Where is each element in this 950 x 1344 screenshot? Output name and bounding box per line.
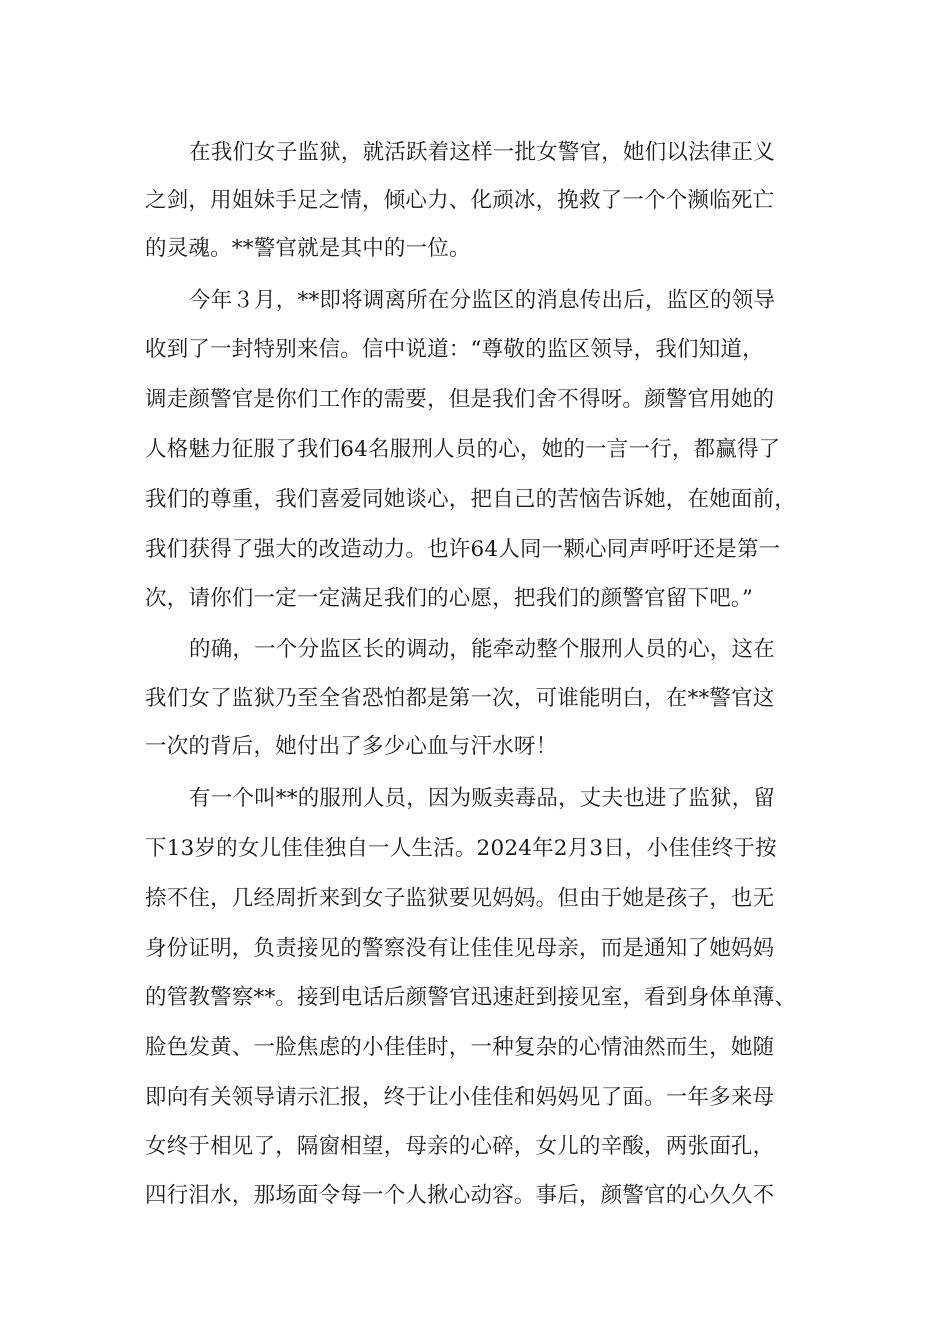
text-line: 收到了一封特别来信。信中说道：“尊敬的监区领导，我们知道， xyxy=(145,337,764,362)
text-line: 在我们女子监狱，就活跃着这样一批女警官，她们以法律正义 xyxy=(189,140,775,165)
text-line: 女终于相见了，隔窗相望，母亲的心碎，女儿的辛酸，两张面孔， xyxy=(145,1134,775,1159)
text-line: 之剑，用姐妹手足之情，倾心力、化顽冰，挽救了一个个濒临死亡 xyxy=(145,188,775,213)
text-line: 次，请你们一定一定满足我们的心愿，把我们的颜警官留下吧。” xyxy=(145,586,754,611)
text-line: 下13岁的女儿佳佳独自一人生活。2024年2月3日，小佳佳终于按 xyxy=(145,836,777,861)
text-line: 身份证明，负责接见的警察没有让佳佳见母亲，而是通知了她妈妈 xyxy=(145,936,775,961)
text-line: 我们获得了强大的改造动力。也许64人同一颗心同声呼吁还是第一 xyxy=(145,537,781,562)
text-line: 的灵魂。**警官就是其中的一位。 xyxy=(145,236,471,261)
text-line: 调走颜警官是你们工作的需要，但是我们舍不得呀。颜警官用她的 xyxy=(145,387,775,412)
text-line: 有一个叫**的服刑人员，因为贩卖毒品，丈夫也进了监狱，留 xyxy=(189,786,776,811)
text-line: 我们女了监狱乃至全省恐怕都是第一次，可谁能明白，在**警官这 xyxy=(145,686,775,711)
text-line: 人格魅力征服了我们64名服刑人员的心，她的一言一行，都赢得了 xyxy=(145,437,781,462)
text-line: 捺不住，几经周折来到女子监狱要见妈妈。但由于她是孩子，也无 xyxy=(145,886,775,911)
text-line: 即向有关领导请示汇报，终于让小佳佳和妈妈见了面。一年多来母 xyxy=(145,1085,775,1110)
text-line: 我们的尊重，我们喜爱同她谈心，把自己的苦恼告诉她，在她面前， xyxy=(145,487,797,512)
text-line: 四行泪水，那场面令每一个人揪心动容。事后，颜警官的心久久不 xyxy=(145,1183,775,1208)
text-line: 今年３月，**即将调离所在分监区的消息传出后，监区的领导 xyxy=(189,288,776,313)
text-line: 一次的背后，她付出了多少心血与汗水呀！ xyxy=(145,734,558,759)
text-line: 的确，一个分监区长的调动，能牵动整个服刑人员的心，这在 xyxy=(189,637,775,662)
text-line: 脸色发黄、一脸焦虑的小佳佳时，一种复杂的心情油然而生，她随 xyxy=(145,1035,775,1060)
text-line: 的管教警察**。接到电话后颜警官迅速赶到接见室，看到身体单薄、 xyxy=(145,985,797,1010)
